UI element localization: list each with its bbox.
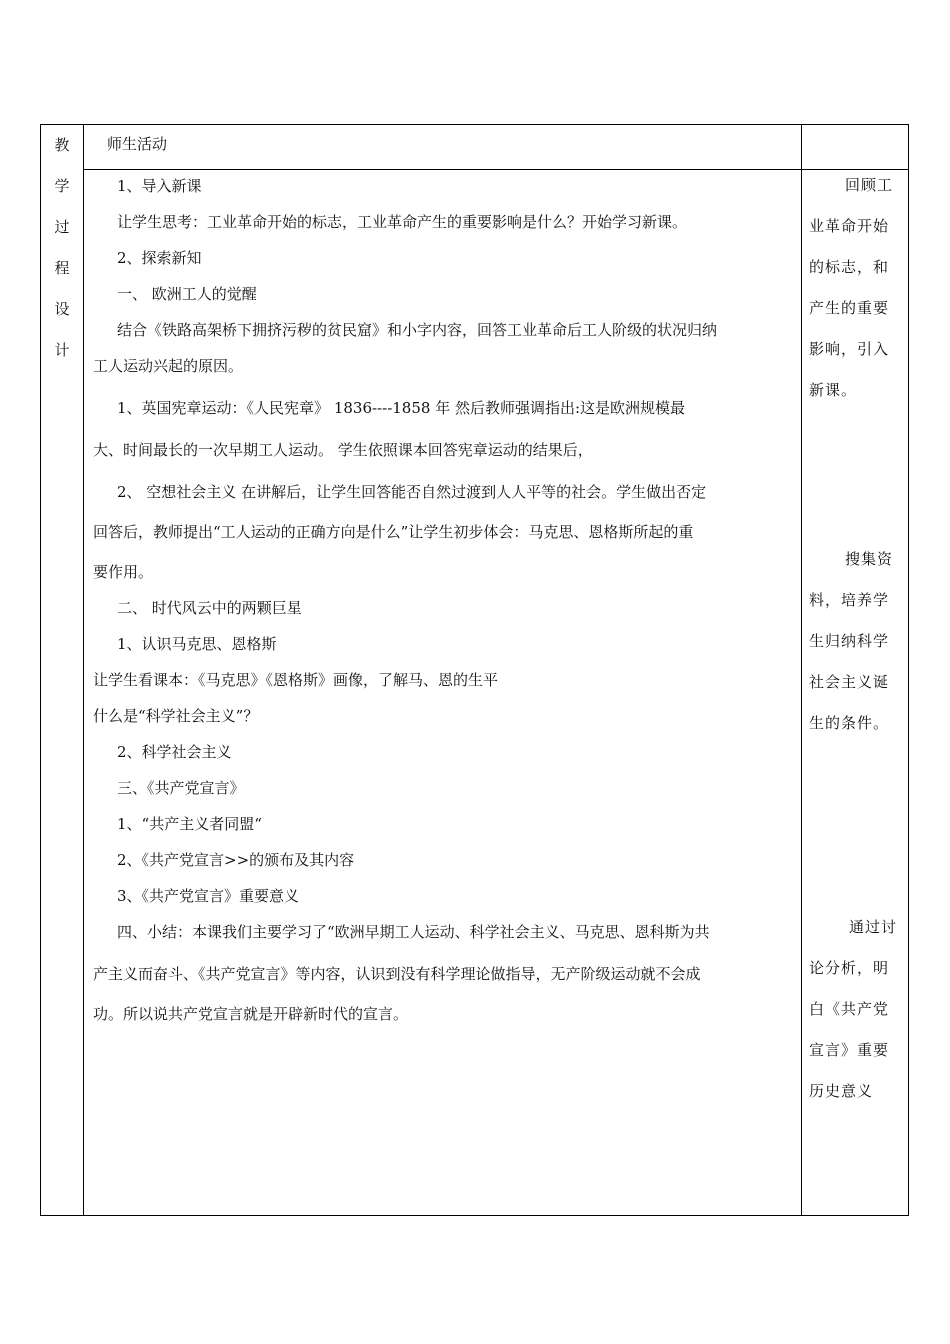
line: 1、认识马克思、恩格斯: [117, 635, 277, 653]
line: 让学生看课本：《马克思》《恩格斯》画像，了解马、恩的生平: [93, 671, 499, 689]
line: 一、 欧洲工人的觉醒: [117, 285, 257, 303]
note-line: 新课。: [809, 381, 858, 399]
note-line: 论分析，明: [809, 959, 890, 977]
note-line: 白《共产党: [809, 1000, 890, 1018]
note-line: 生归纳科学: [809, 632, 890, 650]
label-char: 计: [54, 341, 70, 359]
design-note-discussion: [809, 907, 903, 1112]
line: 1、“共产主义者同盟“: [117, 815, 262, 833]
line: 1、导入新课: [117, 177, 202, 195]
note-line: 历史意义: [809, 1082, 874, 1100]
line: 产主义而奋斗、《共产党宣言》等内容，认识到没有科学理论做指导，无产阶级运动就不会成: [93, 965, 701, 983]
note-line: 业革命开始: [809, 217, 890, 235]
line: 什么是“科学社会主义”？: [93, 707, 259, 725]
line: 2、探索新知: [117, 249, 202, 267]
line: 让学生思考：工业革命开始的标志，工业革命产生的重要影响是什么？开始学习新课。: [117, 213, 688, 231]
header-row-divider: [83, 169, 908, 170]
design-note-intro: [809, 165, 903, 411]
note-line: 社会主义诞: [809, 673, 890, 691]
label-char: 过: [54, 218, 70, 236]
line: 回答后，教师提出“工人运动的正确方向是什么”让学生初步体会：马克思、恩格斯所起的重: [93, 523, 694, 541]
column-divider: [83, 125, 84, 1215]
label-char: 设: [54, 300, 70, 318]
note-line: 料，培养学: [809, 591, 890, 609]
note-line: 搜集资: [845, 550, 894, 568]
activity-header: 师生活动: [107, 135, 168, 153]
line: 1、英国宪章运动：《人民宪章》 1836----1858 年 然后教师强调指出:这是欧洲规模最: [117, 399, 686, 417]
line: 二、 时代风云中的两颗巨星: [117, 599, 302, 617]
line: 2、《共产党宣言>>的颁布及其内容: [117, 851, 355, 869]
note-line: 产生的重要: [809, 299, 890, 317]
label-char: 程: [54, 259, 70, 277]
line: 2、科学社会主义: [117, 743, 232, 761]
lesson-plan-table: [40, 124, 909, 1216]
note-line: 影响，引入: [809, 340, 890, 358]
note-line: 的标志，和: [809, 258, 890, 276]
line: 工人运动兴起的原因。: [93, 357, 244, 375]
design-note-research: [809, 539, 903, 744]
line: 三、《共产党宣言》: [117, 779, 245, 797]
line: 2、 空想社会主义 在讲解后，让学生回答能否自然过渡到人人平等的社会。学生做出否定: [117, 483, 707, 501]
label-char: 教: [54, 136, 70, 154]
line: 要作用。: [93, 563, 154, 581]
label-char: 学: [54, 177, 70, 195]
line: 结合《铁路高架桥下拥挤污秽的贫民窟》和小字内容，回答工业革命后工人阶级的状况归纳: [117, 321, 718, 339]
teaching-process-label: [41, 125, 83, 371]
note-line: 宣言》重要: [809, 1041, 890, 1059]
note-line: 通过讨: [849, 918, 898, 936]
line: 四、小结：本课我们主要学习了“欧洲早期工人运动、科学社会主义、马克思、恩科斯为共: [117, 923, 710, 941]
note-line: 生的条件。: [809, 714, 890, 732]
line: 大、时间最长的一次早期工人运动。 学生依照课本回答宪章运动的结果后，: [93, 441, 593, 459]
note-line: 回顾工: [845, 176, 894, 194]
column-divider: [801, 125, 802, 1215]
line: 功。所以说共产党宣言就是开辟新时代的宣言。: [93, 1005, 409, 1023]
line: 3、《共产党宣言》重要意义: [117, 887, 300, 905]
